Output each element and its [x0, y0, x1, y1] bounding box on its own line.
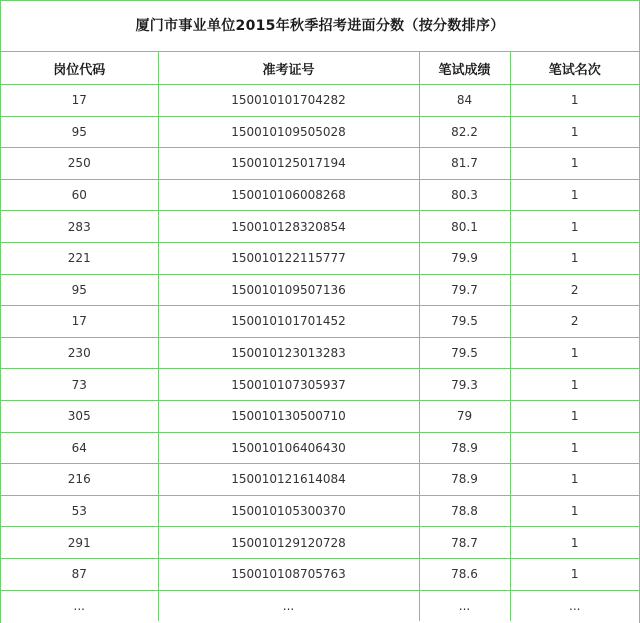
continuation-cell: ... — [1, 590, 158, 621]
table-row — [1, 527, 639, 559]
position-code-cell: 17 — [1, 85, 158, 117]
written-rank-cell: 1 — [510, 179, 639, 211]
table-row — [1, 211, 639, 243]
written-rank-cell: 1 — [510, 495, 639, 527]
written-score-cell: 78.7 — [419, 527, 510, 559]
ticket-number-cell: 150010106406430 — [158, 432, 419, 464]
table-title: 厦门市事业单位2015年秋季招考进面分数（按分数排序） — [1, 1, 639, 52]
written-rank-cell: 1 — [510, 432, 639, 464]
ticket-number-cell: 150010122115777 — [158, 242, 419, 274]
position-code-cell: 60 — [1, 179, 158, 211]
written-score-cell: 78.9 — [419, 464, 510, 496]
written-rank-cell: 1 — [510, 337, 639, 369]
position-code-cell: 250 — [1, 148, 158, 180]
written-rank-cell: 1 — [510, 527, 639, 559]
written-rank-cell: 1 — [510, 369, 639, 401]
written-rank-cell: 1 — [510, 400, 639, 432]
column-header-written-score: 笔试成绩 — [419, 52, 510, 85]
ticket-number-cell: 150010121614084 — [158, 464, 419, 496]
ticket-number-cell: 150010101701452 — [158, 306, 419, 338]
ticket-number-cell: 150010108705763 — [158, 558, 419, 590]
position-code-cell: 95 — [1, 274, 158, 306]
written-rank-cell: 1 — [510, 464, 639, 496]
position-code-cell: 283 — [1, 211, 158, 243]
written-score-cell: 78.6 — [419, 558, 510, 590]
table-row — [1, 85, 639, 117]
written-rank-cell: 1 — [510, 116, 639, 148]
position-code-cell: 73 — [1, 369, 158, 401]
continuation-cell: ... — [158, 590, 419, 621]
written-rank-cell: 1 — [510, 148, 639, 180]
written-score-cell: 80.3 — [419, 179, 510, 211]
written-score-cell: 78.9 — [419, 432, 510, 464]
written-rank-cell: 1 — [510, 558, 639, 590]
ticket-number-cell: 150010123013283 — [158, 337, 419, 369]
position-code-cell: 221 — [1, 242, 158, 274]
written-rank-cell: 1 — [510, 211, 639, 243]
continuation-cell: ... — [419, 590, 510, 621]
ticket-number-cell: 150010125017194 — [158, 148, 419, 180]
written-score-cell: 84 — [419, 85, 510, 117]
table-row — [1, 558, 639, 590]
ticket-number-cell: 150010107305937 — [158, 369, 419, 401]
column-header-written-rank: 笔试名次 — [510, 52, 639, 85]
position-code-cell: 95 — [1, 116, 158, 148]
table-row — [1, 432, 639, 464]
table-row — [1, 464, 639, 496]
written-score-cell: 79.3 — [419, 369, 510, 401]
column-header-position-code: 岗位代码 — [1, 52, 158, 85]
header-row — [1, 52, 639, 85]
position-code-cell: 53 — [1, 495, 158, 527]
written-score-cell: 81.7 — [419, 148, 510, 180]
score-table — [1, 52, 639, 621]
table-row — [1, 337, 639, 369]
ticket-number-cell: 150010101704282 — [158, 85, 419, 117]
table-row — [1, 495, 639, 527]
written-score-cell: 79.5 — [419, 337, 510, 369]
table-row — [1, 306, 639, 338]
table-row — [1, 179, 639, 211]
ticket-number-cell: 150010109507136 — [158, 274, 419, 306]
written-score-cell: 78.8 — [419, 495, 510, 527]
position-code-cell: 230 — [1, 337, 158, 369]
position-code-cell: 87 — [1, 558, 158, 590]
written-score-cell: 79.9 — [419, 242, 510, 274]
ticket-number-cell: 150010109505028 — [158, 116, 419, 148]
position-code-cell: 291 — [1, 527, 158, 559]
position-code-cell: 305 — [1, 400, 158, 432]
written-rank-cell: 1 — [510, 242, 639, 274]
table-row — [1, 116, 639, 148]
written-score-cell: 79.5 — [419, 306, 510, 338]
written-score-cell: 82.2 — [419, 116, 510, 148]
position-code-cell: 216 — [1, 464, 158, 496]
written-rank-cell: 2 — [510, 306, 639, 338]
position-code-cell: 64 — [1, 432, 158, 464]
table-row — [1, 369, 639, 401]
table-body — [1, 85, 639, 621]
continuation-row — [1, 590, 639, 621]
table-row — [1, 400, 639, 432]
written-score-cell: 79 — [419, 400, 510, 432]
continuation-cell: ... — [569, 598, 581, 613]
position-code-cell: 17 — [1, 306, 158, 338]
ticket-number-cell: 150010106008268 — [158, 179, 419, 211]
ticket-number-cell: 150010130500710 — [158, 400, 419, 432]
column-header-ticket-number: 准考证号 — [158, 52, 419, 85]
written-rank-cell: 2 — [510, 274, 639, 306]
table-row — [1, 274, 639, 306]
written-score-cell: 80.1 — [419, 211, 510, 243]
written-rank-cell: 1 — [510, 85, 639, 117]
table-row — [1, 148, 639, 180]
table-row — [1, 242, 639, 274]
written-score-cell: 79.7 — [419, 274, 510, 306]
ticket-number-cell: 150010128320854 — [158, 211, 419, 243]
ticket-number-cell: 150010129120728 — [158, 527, 419, 559]
ticket-number-cell: 150010105300370 — [158, 495, 419, 527]
